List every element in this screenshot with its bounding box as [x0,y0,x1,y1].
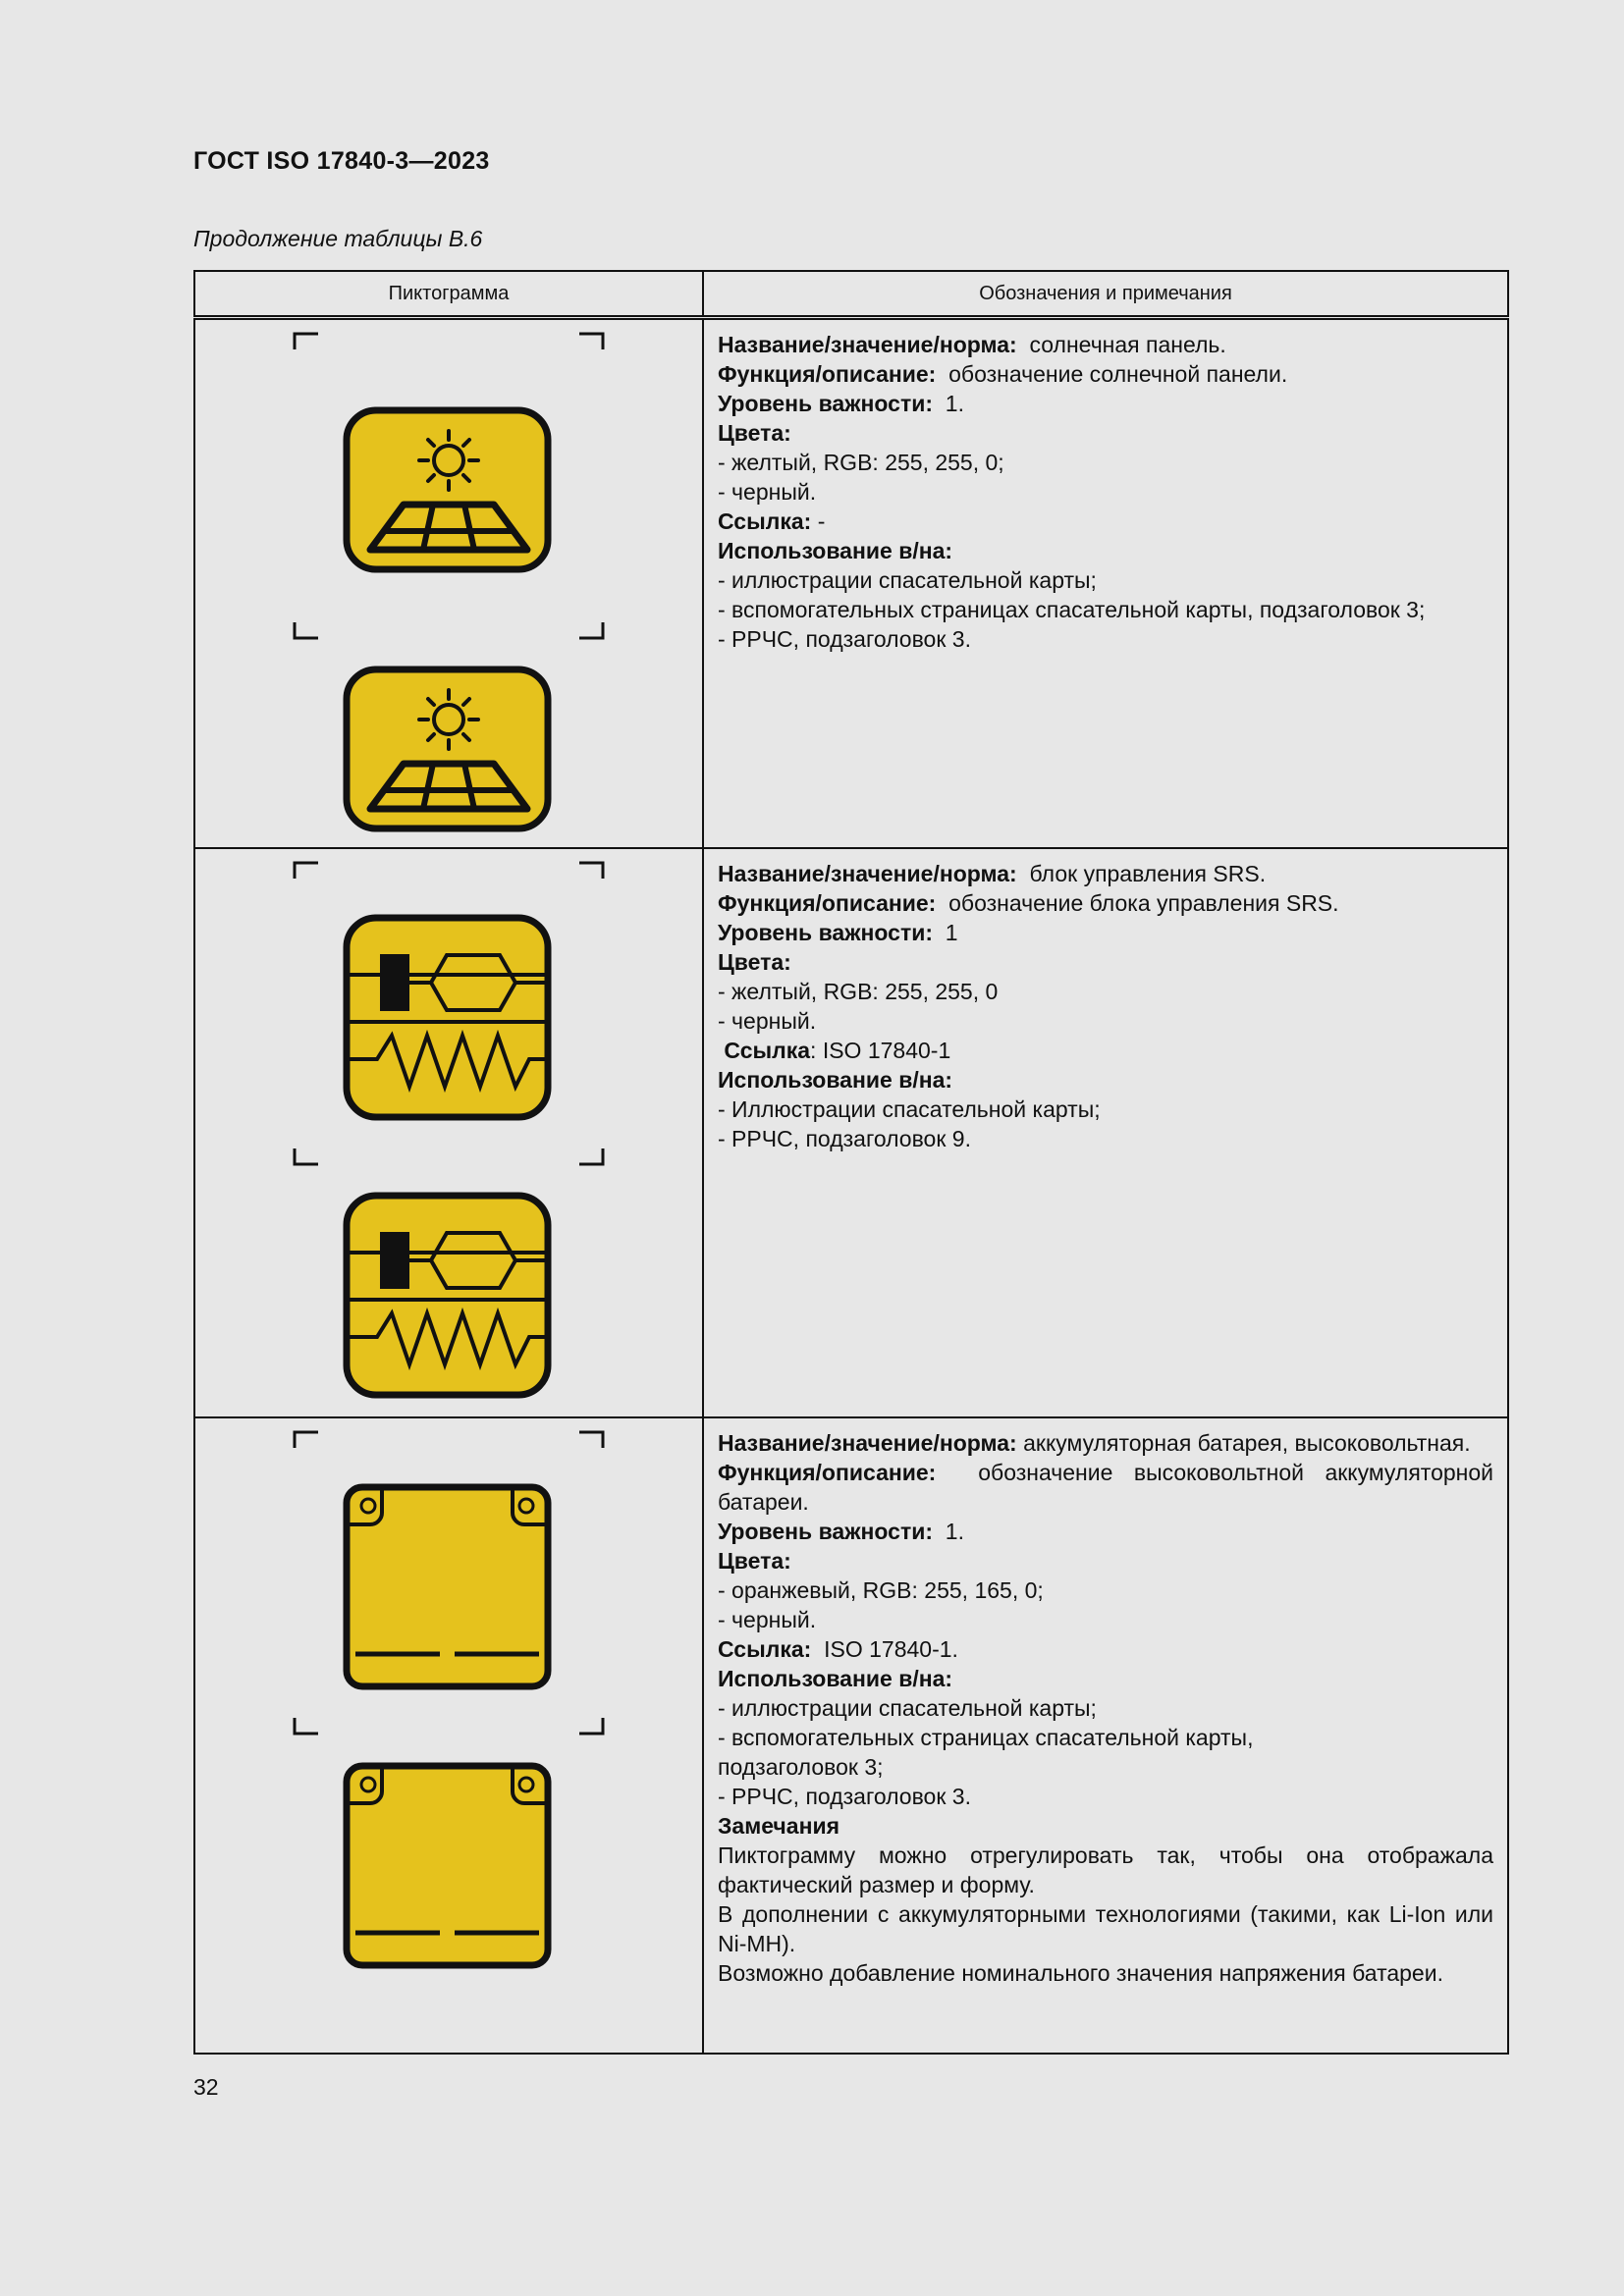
hv-battery-icon [347,1487,548,1686]
hv-battery-pictogram [195,1418,702,2053]
column-header-pictogram: Пиктограмма [194,271,703,318]
notes-cell [703,318,1508,849]
usage-item: - РРЧС, подзаголовок 9. [718,1126,971,1151]
table-row [194,1417,1508,2054]
table-row [194,318,1508,849]
usage-item: - РРЧС, подзаголовок 3. [718,1784,971,1809]
srs-control-unit-icon [347,918,548,1117]
remark-item: В дополнении с аккумуляторными технологиями (такими, как Li-Ion или Ni-MH). [718,1901,1493,1956]
reference-line: Ссылка: - [718,508,826,534]
hv-battery-icon [347,1766,548,1965]
name-line: Название/значение/норма: солнечная панель. [718,332,1226,357]
color-item: - черный. [718,1607,817,1632]
document-title: ГОСТ ISO 17840-3—2023 [193,147,490,175]
reference-line: Ссылка: ISO 17840-1. [718,1636,958,1662]
color-item: - черный. [718,1008,817,1034]
solar-panel-icon [347,669,548,828]
level-line: Уровень важности: 1. [718,391,964,416]
srs-control-unit-icon [347,1196,548,1395]
color-item: - черный. [718,479,817,505]
solar-panel-icon [347,410,548,569]
remark-item: Возможно добавление номинального значения напряжения батареи. [718,1960,1443,1986]
usage-item: - Иллюстрации спасательной карты; [718,1096,1101,1122]
table-caption: Продолжение таблицы B.6 [193,226,483,251]
table-header-row [194,271,1508,318]
colors-heading: Цвета: [718,949,791,975]
colors-heading: Цвета: [718,1548,791,1574]
usage-heading: Использование в/на: [718,1067,953,1093]
notes-cell [703,848,1508,1417]
color-item: - желтый, RGB: 255, 255, 0; [718,450,1004,475]
table-row [194,848,1508,1417]
srs-control-unit-pictogram [195,849,702,1416]
notes-cell [703,1417,1508,2054]
function-line: Функция/описание: обозначение солнечной панели. [718,361,1288,387]
usage-item: - вспомогательных страницах спасательной карты, подзаголовок 3; [718,1725,1254,1780]
name-line: Название/значение/норма: блок управления SRS. [718,861,1267,886]
pictogram-cell [194,318,703,849]
remark-item: Пиктограмму можно отрегулировать так, чтобы она отображала фактический размер и форму. [718,1842,1493,1897]
usage-heading: Использование в/на: [718,1666,953,1691]
pictogram-table [193,270,1509,2055]
function-line: Функция/описание: обозначение высоковольтной аккумуляторной батареи. [718,1460,1493,1515]
usage-heading: Использование в/на: [718,538,953,563]
level-line: Уровень важности: 1 [718,920,958,945]
usage-item: - вспомогательных страницах спасательной карты, подзаголовок 3; [718,597,1426,622]
usage-item: - иллюстрации спасательной карты; [718,567,1097,593]
color-item: - желтый, RGB: 255, 255, 0 [718,979,999,1004]
column-header-notes: Обозначения и примечания [703,271,1508,318]
pictogram-cell [194,1417,703,2054]
reference-line: Ссылка: ISO 17840-1 [724,1038,951,1063]
usage-item: - иллюстрации спасательной карты; [718,1695,1097,1721]
name-line: Название/значение/норма: аккумуляторная батарея, высоковольтная. [718,1430,1471,1456]
page-number: 32 [193,2074,219,2100]
level-line: Уровень важности: 1. [718,1519,964,1544]
usage-item: - РРЧС, подзаголовок 3. [718,626,971,652]
solar-panel-pictogram [195,320,702,847]
function-line: Функция/описание: обозначение блока управления SRS. [718,890,1339,916]
color-item: - оранжевый, RGB: 255, 165, 0; [718,1577,1044,1603]
pictogram-cell [194,848,703,1417]
colors-heading: Цвета: [718,420,791,446]
remarks-heading: Замечания [718,1813,840,1839]
